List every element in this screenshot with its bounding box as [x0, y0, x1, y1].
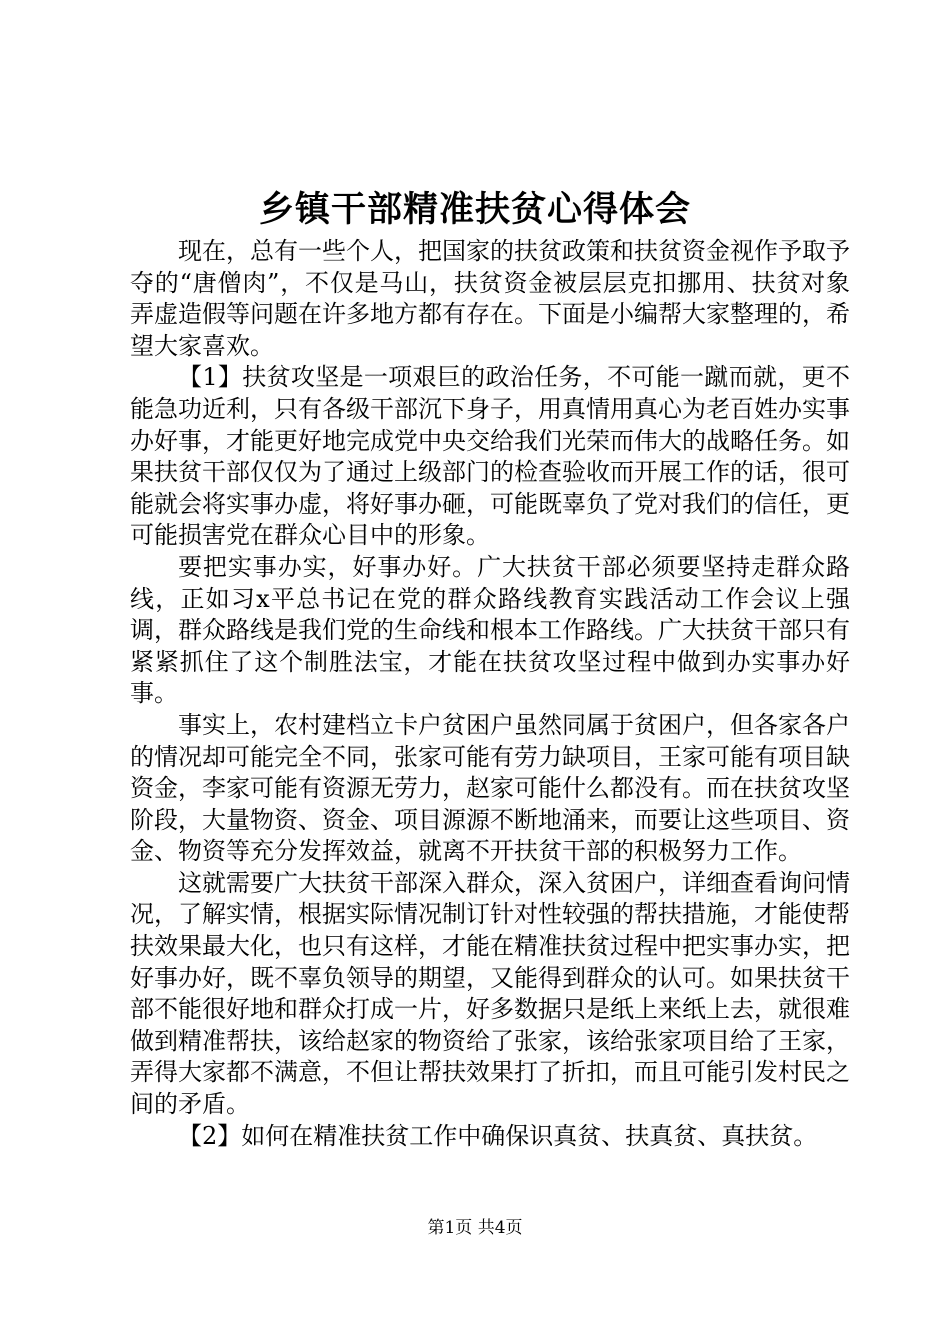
document-body — [130, 236, 850, 1152]
document-title: 乡镇干部精准扶贫心得体会 — [258, 189, 691, 230]
paragraph-intro: 现在，总有一些个人，把国家的扶贫政策和扶贫资金视作予取予夺的“唐僧肉”，不仅是马山，扶贫资金被层层克扣挪用、扶贫对象弄虚造假等问题在许多地方都有存在。下面是小编帮大家整理的，希望大家喜欢。 — [130, 237, 850, 360]
page-number-footer: 第1页 共4页 — [427, 1218, 523, 1238]
paragraph-household-differences: 事实上，农村建档立卡户贫困户虽然同属于贫困户，但各家各户的情况却可能完全不同，张家可能有劳力缺项目，王家可能有项目缺资金，李家可能有资源无劳力，赵家可能什么都没有。而在扶贫攻坚阶段，大量物资、资金、项目源源不断地涌来，而要让这些项目、资金、物资等充分发挥效益，就离不开扶贫干部的积极努力工作。 — [130, 710, 850, 866]
paragraph-section-2: 【2】如何在精准扶贫工作中确保识真贫、扶真贫、真扶贫。 — [178, 1121, 818, 1150]
paragraph-go-deep: 这就需要广大扶贫干部深入群众，深入贫困户，详细查看询问情况，了解实情，根据实际情况制订针对性较强的帮扶措施，才能使帮扶效果最大化，也只有这样，才能在精准扶贫过程中把实事办实，把好事办好，既不辜负领导的期望，又能得到群众的认可。如果扶贫干部不能很好地和群众打成一片，好多数据只是纸上来纸上去，就很难做到精准帮扶，该给赵家的物资给了张家，该给张家项目给了王家，弄得大家都不满意，不但让帮扶效果打了折扣，而且可能引发村民之间的矛盾。 — [130, 868, 850, 1119]
paragraph-mass-line: 要把实事办实，好事办好。广大扶贫干部必须要坚持走群众路线，正如习x平总书记在党的群众路线教育实践活动工作会议上强调，群众路线是我们党的生命线和根本工作路线。广大扶贫干部只有紧紧抓住了这个制胜法宝，才能在扶贫攻坚过程中做到办实事办好事。 — [130, 552, 850, 708]
paragraph-section-1: 【1】扶贫攻坚是一项艰巨的政治任务，不可能一蹴而就，更不能急功近利，只有各级干部沉下身子，用真情用真心为老百姓办实事办好事，才能更好地完成党中央交给我们光荣而伟大的战略任务。如果扶贫干部仅仅为了通过上级部门的检查验收而开展工作的话，很可能就会将实事办虚，将好事办砸，可能既辜负了党对我们的信任，更可能损害党在群众心目中的形象。 — [130, 363, 850, 550]
